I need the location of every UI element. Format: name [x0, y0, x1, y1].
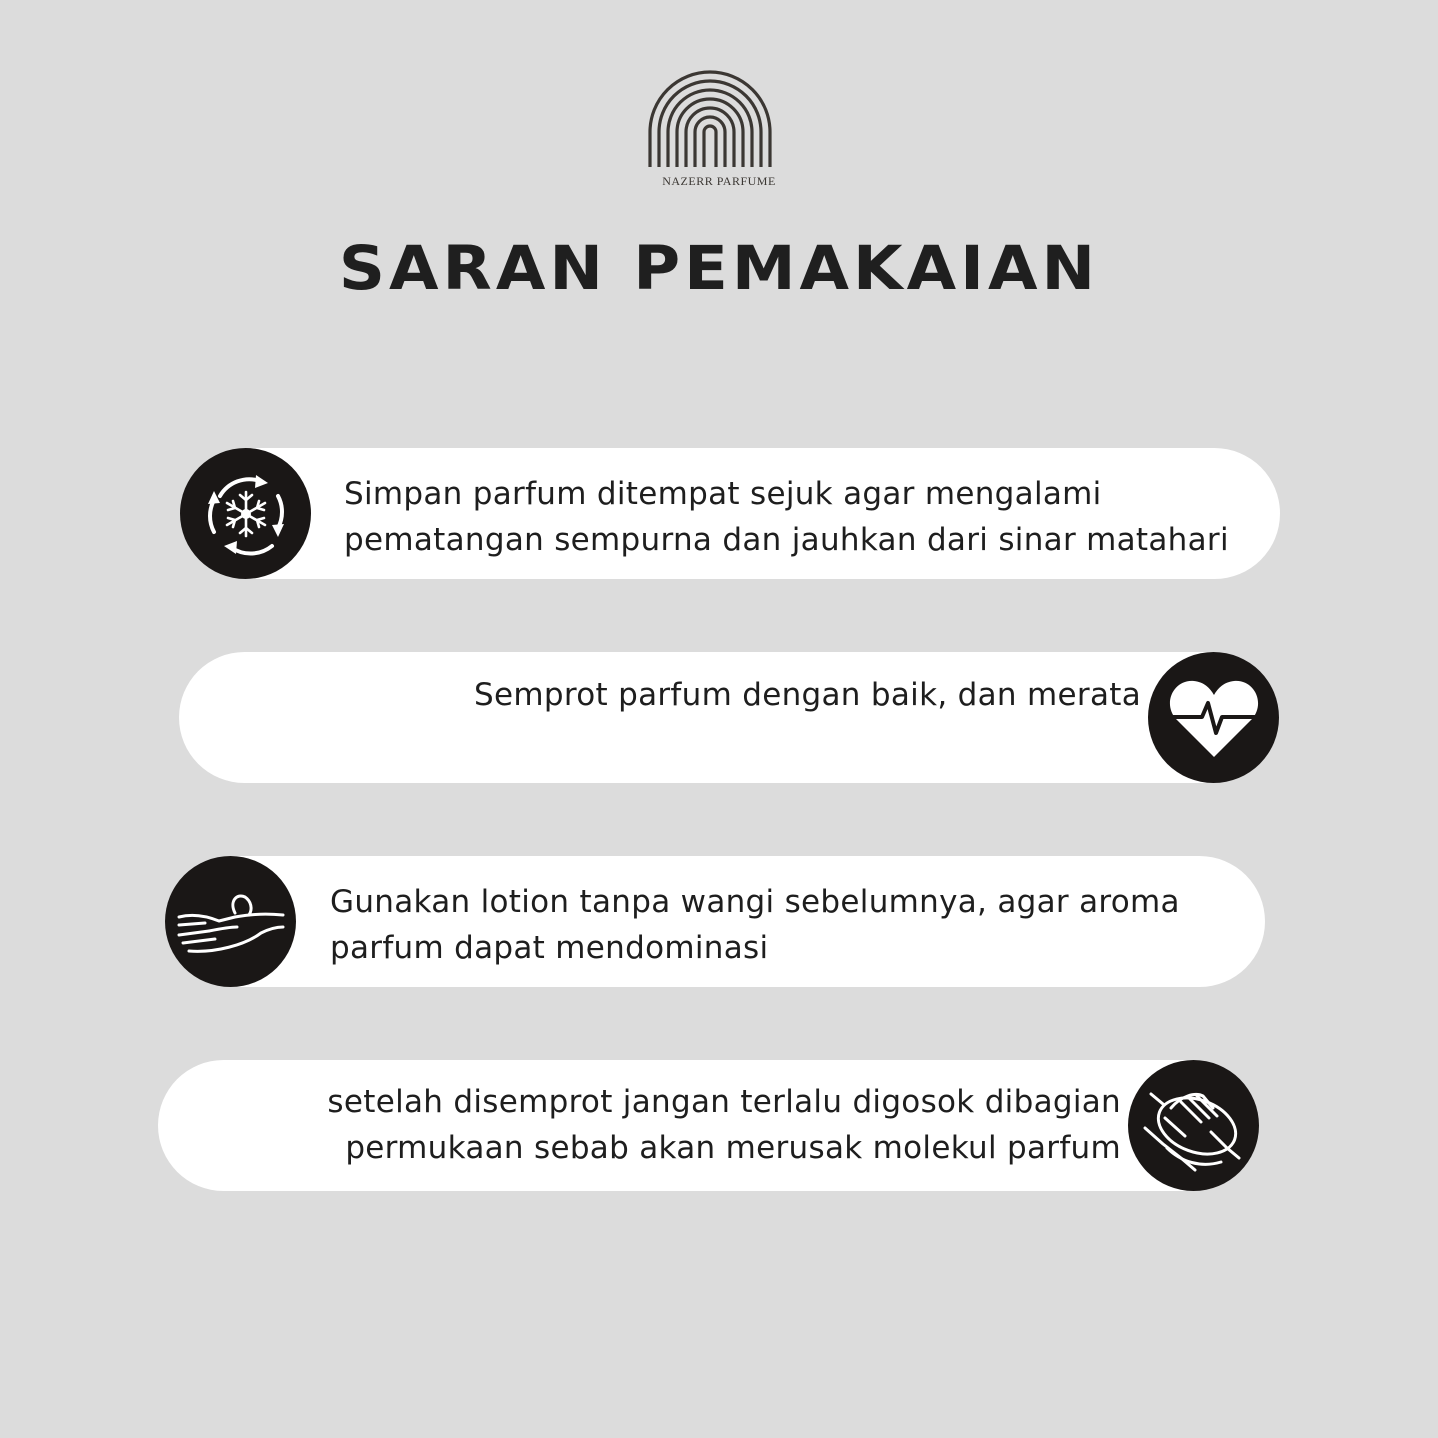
tip-1-line-1: Simpan parfum ditempat sejuk agar mengalami — [344, 476, 1102, 512]
rainbow-arches-icon — [647, 70, 773, 170]
tip-badge-2 — [1148, 652, 1279, 783]
tip-4-line-2: permukaan sebab akan merusak molekul parfum — [345, 1130, 1121, 1166]
hands-rubbing-icon — [1141, 1078, 1247, 1174]
tip-4-line-1: setelah disemprot jangan terlalu digosok dibagian — [327, 1084, 1121, 1120]
tip-text-2 — [474, 672, 1141, 718]
tip-3-line-1: Gunakan lotion tanpa wangi sebelumnya, agar aroma — [330, 884, 1180, 920]
tip-badge-1 — [180, 448, 311, 579]
tip-2-line-1: Semprot parfum dengan baik, dan merata — [474, 677, 1141, 713]
page-title: SARAN PEMAKAIAN — [338, 233, 1100, 305]
snowflake-cycle-icon — [198, 466, 294, 562]
tip-text-1 — [344, 471, 1229, 563]
tip-text-3 — [330, 879, 1180, 971]
hand-lotion-icon — [175, 887, 287, 957]
tip-badge-3 — [165, 856, 296, 987]
brand-logo — [0, 0, 1438, 200]
brand-name: NAZERR PARFUME — [662, 174, 776, 188]
tip-text-4 — [327, 1079, 1121, 1171]
tip-1-line-2: pematangan sempurna dan jauhkan dari sinar matahari — [344, 522, 1229, 558]
tip-3-line-2: parfum dapat mendominasi — [330, 930, 769, 966]
tip-badge-4 — [1128, 1060, 1259, 1191]
heartbeat-icon — [1168, 675, 1260, 761]
